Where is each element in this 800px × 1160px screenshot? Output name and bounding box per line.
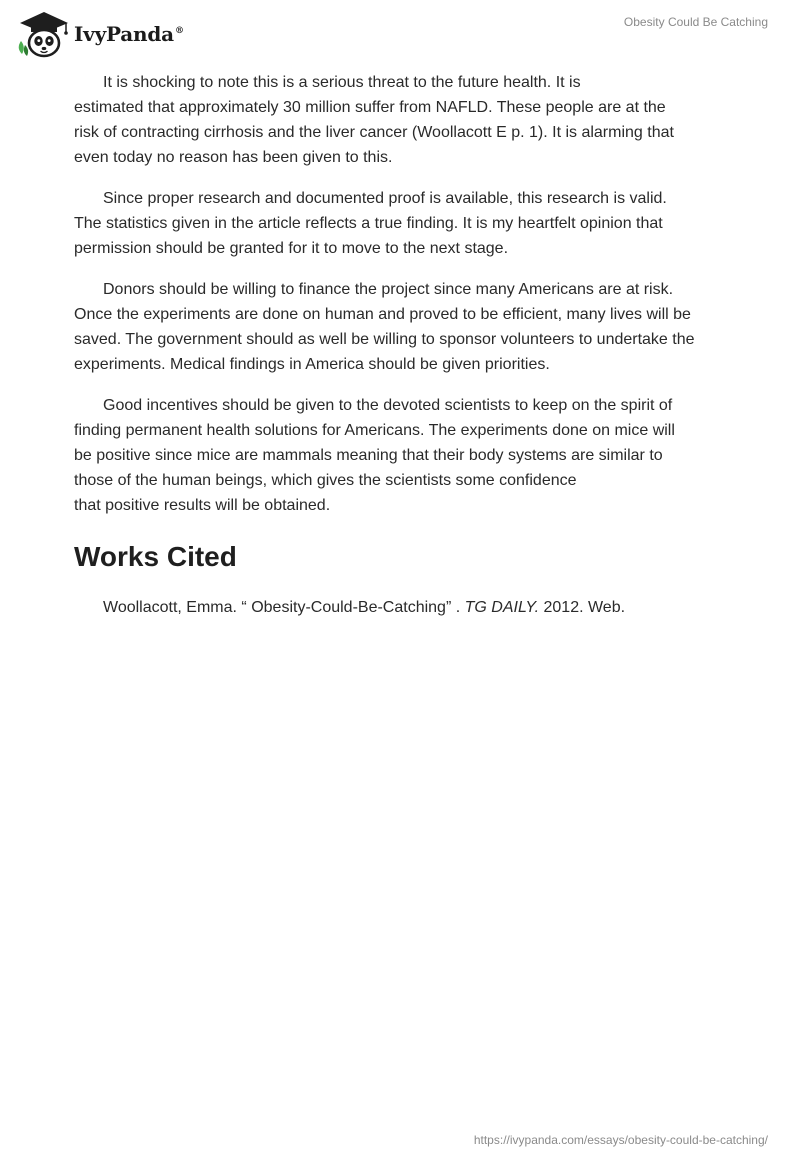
paragraph-line: It is shocking to note this is a serious threat to the future health. It is	[103, 74, 581, 91]
registered-mark: ®	[174, 26, 184, 37]
paragraph-4	[74, 393, 734, 518]
footer-url[interactable]: https://ivypanda.com/essays/obesity-could-be-catching/	[473, 1133, 768, 1147]
paragraph-line: those of the human beings, which gives the scientists some confidence	[74, 472, 577, 489]
page-header	[0, 0, 800, 66]
paragraph-line: Good incentives should be given to the devoted scientists to keep on the spirit of	[103, 397, 673, 414]
citation-details: 2012. Web.	[543, 599, 626, 616]
paragraph-3	[74, 277, 734, 377]
paragraph-line: estimated that approximately 30 million suffer from NAFLD. These people are at the	[74, 99, 666, 116]
citation-title: “ Obesity-Could-Be-Catching” .	[241, 599, 461, 616]
paragraph-line: risk of contracting cirrhosis and the liver cancer (Woollacott E p. 1). It is alarming that	[74, 124, 674, 141]
paragraph-line: that positive results will be obtained.	[74, 497, 331, 514]
document-title: Obesity Could Be Catching	[623, 15, 768, 29]
paragraph-line: saved. The government should as well be willing to sponsor volunteers to undertake the	[74, 331, 695, 348]
paragraph-line: The statistics given in the article reflects a true finding. It is my heartfelt opinion that	[74, 215, 663, 232]
paragraph-line: Since proper research and documented proof is available, this research is valid.	[103, 190, 667, 207]
paragraph-2	[74, 186, 734, 261]
paragraph-line: experiments. Medical findings in America should be given priorities.	[74, 356, 550, 373]
paragraph-line: Once the experiments are done on human and proved to be efficient, many lives will be	[74, 306, 691, 323]
paragraph-1	[74, 70, 734, 170]
brand-name: IvyPanda®	[74, 22, 184, 46]
essay-body	[74, 70, 734, 620]
ivypanda-logo[interactable]	[14, 8, 184, 58]
paragraph-line: be positive since mice are mammals meaning that their body systems are similar to	[74, 447, 663, 464]
paragraph-line: even today no reason has been given to this.	[74, 149, 393, 166]
paragraph-line: Donors should be willing to finance the project since many Americans are at risk.	[103, 281, 674, 298]
works-cited-heading: Works Cited	[74, 541, 237, 572]
citation-entry	[103, 595, 734, 620]
citation-source: TG DAILY.	[464, 599, 540, 616]
paragraph-line: finding permanent health solutions for Americans. The experiments done on mice will	[74, 422, 675, 439]
paragraph-line: permission should be granted for it to move to the next stage.	[74, 240, 509, 257]
panda-graduate-icon	[14, 8, 72, 58]
citation-author: Woollacott, Emma.	[103, 599, 237, 616]
